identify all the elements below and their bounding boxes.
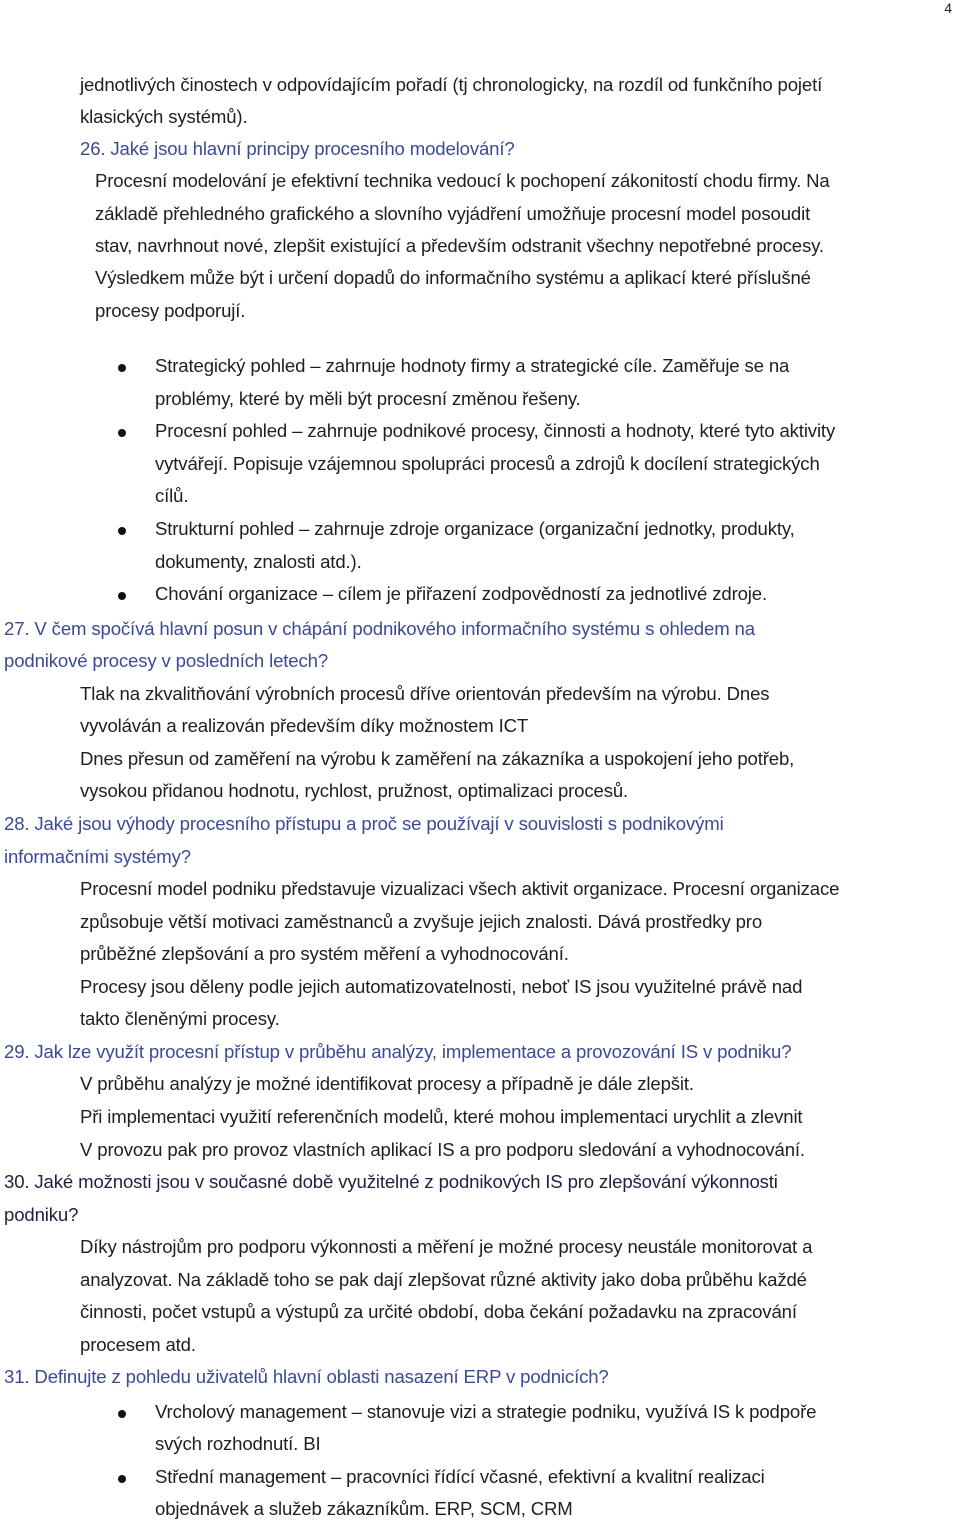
bullet-icon (118, 364, 126, 372)
question-30-title-line-2: podniku? (4, 1204, 79, 1225)
q30-answer-line-1: Díky nástrojům pro podporu výkonnosti a měření je možné procesy neustále monitorovat a (80, 1236, 813, 1257)
q26-answer-line-1: Procesní modelování je efektivní technika vedoucí k pochopení zákonitostí chodu firmy. Na (95, 170, 830, 191)
question-27-title-line-2: podnikové procesy v posledních letech? (4, 650, 329, 671)
question-28-title-line-2: informačními systémy? (4, 846, 191, 867)
question-30-title-line-1: 30. Jaké možnosti jsou v současné době využitelné z podnikových IS pro zlepšování výkonnosti (4, 1171, 778, 1192)
intro-line-2: klasických systémů). (80, 106, 248, 127)
bullet-icon (118, 527, 126, 535)
q27-answer-line-3: Dnes přesun od zaměření na výrobu k zaměření na zákazníka a uspokojení jeho potřeb, (80, 748, 795, 769)
q26-answer-line-5: procesy podporují. (95, 300, 246, 321)
q26-bullet-2-line-1: Procesní pohled – zahrnuje podnikové procesy, činnosti a hodnoty, které tyto aktivity (155, 420, 836, 441)
q26-bullet-3-line-2: dokumenty, znalosti atd.). (155, 551, 362, 572)
bullet-icon (118, 429, 126, 437)
bullet-icon (118, 1475, 126, 1483)
question-31-title: 31. Definujte z pohledu uživatelů hlavní oblasti nasazení ERP v podnicích? (4, 1366, 609, 1387)
q30-answer-line-4: procesem atd. (80, 1334, 196, 1355)
q27-answer-line-4: vysokou přidanou hodnotu, rychlost, pružnost, optimalizaci procesů. (80, 780, 629, 801)
q31-bullet-1-line-1: Vrcholový management – stanovuje vizi a strategie podniku, využívá IS k podpoře (155, 1401, 817, 1422)
q28-answer-line-4: Procesy jsou děleny podle jejich automatizovatelnosti, neboť IS jsou využitelné právě nad (80, 976, 803, 997)
q29-answer-line-1: V průběhu analýzy je možné identifikovat procesy a případně je dále zlepšit. (80, 1073, 694, 1094)
question-27-title-line-1: 27. V čem spočívá hlavní posun v chápání podnikového informačního systému s ohledem na (4, 618, 755, 639)
q26-bullet-1-line-1: Strategický pohled – zahrnuje hodnoty firmy a strategické cíle. Zaměřuje se na (155, 355, 790, 376)
bullet-icon (118, 1410, 126, 1418)
bullet-icon (118, 592, 126, 600)
q27-answer-line-1: Tlak na zkvalitňování výrobních procesů dříve orientován především na výrobu. Dnes (80, 683, 770, 704)
q28-answer-line-1: Procesní model podniku představuje vizualizaci všech aktivit organizace. Procesní organizace (80, 878, 840, 899)
q28-answer-line-5: takto členěnými procesy. (80, 1008, 280, 1029)
question-29-title: 29. Jak lze využít procesní přístup v průběhu analýzy, implementace a provozování IS v podniku? (4, 1041, 792, 1062)
page-number: 4 (944, 0, 952, 16)
q29-answer-line-3: V provozu pak pro provoz vlastních aplikací IS a pro podporu sledování a vyhodnocování. (80, 1139, 805, 1160)
q28-answer-line-3: průběžné zlepšování a pro systém měření a vyhodnocování. (80, 943, 569, 964)
q31-bullet-2-line-2: objednávek a služeb zákazníkům. ERP, SCM, CRM (155, 1498, 573, 1519)
q26-answer-line-4: Výsledkem může být i určení dopadů do informačního systému a aplikací které příslušné (95, 267, 811, 288)
q30-answer-line-3: činnosti, počet vstupů a výstupů za určité období, doba čekání požadavku na zpracování (80, 1301, 797, 1322)
q26-bullet-2-line-3: cílů. (155, 485, 189, 506)
q26-bullet-2-line-2: vytvářejí. Popisuje vzájemnou spolupráci procesů a zdrojů k docílení strategických (155, 453, 820, 474)
q26-bullet-3-line-1: Strukturní pohled – zahrnuje zdroje organizace (organizační jednotky, produkty, (155, 518, 795, 539)
q31-bullet-1-line-2: svých rozhodnutí. BI (155, 1433, 321, 1454)
q26-bullet-1-line-2: problémy, které by měli být procesní změnou řešeny. (155, 388, 581, 409)
q26-bullet-4-line-1: Chování organizace – cílem je přiřazení zodpovědností za jednotlivé zdroje. (155, 583, 767, 604)
q28-answer-line-2: způsobuje větší motivaci zaměstnanců a zvyšuje jejich znalosti. Dává prostředky pro (80, 911, 763, 932)
q31-bullet-2-line-1: Střední management – pracovníci řídící včasné, efektivní a kvalitní realizaci (155, 1466, 765, 1487)
intro-line-1: jednotlivých činostech v odpovídajícím pořadí (tj chronologicky, na rozdíl od funkčního pojetí (80, 74, 823, 95)
question-26-title: 26. Jaké jsou hlavní principy procesního modelování? (80, 138, 515, 159)
q26-answer-line-3: stav, navrhnout nové, zlepšit existující a především odstranit všechny nepotřebné procesy. (95, 235, 824, 256)
q29-answer-line-2: Při implementaci využití referenčních modelů, které mohou implementaci urychlit a zlevnit (80, 1106, 803, 1127)
q26-answer-line-2: základě přehledného grafického a slovního vyjádření umožňuje procesní model posoudit (95, 203, 811, 224)
question-28-title-line-1: 28. Jaké jsou výhody procesního přístupu a proč se používají v souvislosti s podnikovými (4, 813, 724, 834)
q30-answer-line-2: analyzovat. Na základě toho se pak dají zlepšovat různé aktivity jako doba průběhu každé (80, 1269, 807, 1290)
q27-answer-line-2: vyvoláván a realizován především díky možnostem ICT (80, 715, 529, 736)
